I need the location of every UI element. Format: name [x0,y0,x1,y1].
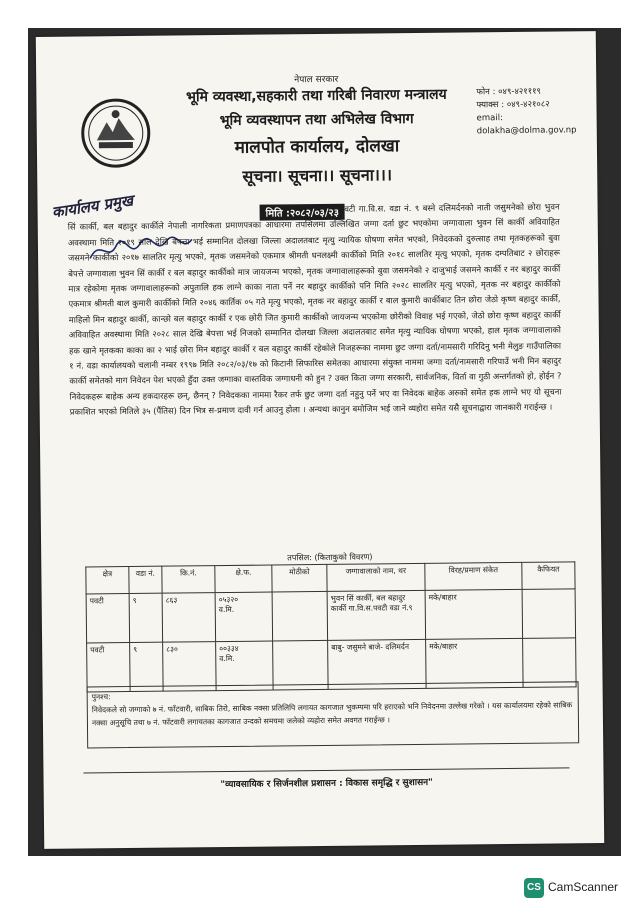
email-address: dolakha@dolma.gov.np [476,125,577,137]
table-header: जग्गावालाको नाम, थर [327,563,425,591]
area-value: ००३३४ [219,643,239,654]
table-cell [522,589,576,639]
table-cell [215,592,273,642]
notice-heading: सूचना। सूचना।। सूचना।।। [242,165,393,186]
table-cell: भुवन सिं कार्की, बल बहादुर कार्की गा.वि.स.पवटी वडा नं.९ [327,590,426,640]
ministry-title: भूमि व्यवस्था,सहकारी तथा गरिबी निवारण मन्त्रालय [186,86,447,106]
area-value: ०५३२० [218,594,239,605]
table-row [86,589,575,643]
government-label: नेपाल सरकार [294,74,339,86]
notice-body-text: पवटी गा.वि.स. वडा नं. ९ बस्ने दलिमर्दनको नाती जसुमनेको छोरा भुवन सिं कार्की, बल बहादुर कार्कीले नेपाली नागरिकता प्रमाणपत्रका आधारमा तपसिलमा उल्लिखित जग्गा दर्ता छुट भएकोमा जग्गावाला भुवन सिं कार्की अविवाहित अवस्थामा मिति २०१९ साल देखि बेपत्ता भई सम्मानित दोलखा जिल्ला अदालतबाट मृत्यु न्यायिक घोषणा समेत भएको, निवेदकको दुरुत्साह तथा मृतकहरूको बुवा जसमने कार्कीको २०१७ सालतिर मृत्यु भएको, मृतक जसमनेको एकमात्र श्रीमती धनलक्ष्मी कार्कीको मिति २०१८ सालतिर मृत्यु भएको, मृतक दम्पतिबाट २ छोराहरू बेपत्ते जग्गावाला भुवन सिं कार्की र बल बहादुर कार्कीको मात्र जायजन्म भएको, मृतक जग्गावालाहरूको बुवा जसमनेको २ दाजुभाई जसमने कार्की र नर बहादुर कार्की मात्र रहेकोमा मृतक जग्गावालाहरूको अपुतालि हक लाग्ने काका नाता पर्ने नर बहादुर कार्कीको पनि मिति २०२८ सालतिर मृत्यु भएको, मृतक नर बहादुर कार्कीको एकमात्र श्रीमती बाल कुमारी कार्कीको मिति २०४६ कार्तिक ०५ गते मृत्यु भएको, मृतक नर बहादुर कार्की र बाल कुमारी कार्कीबाट तिन छोरा जेठो कृष्ण बहादुर कार्की, माहिलो मिन बहादुर कार्की, कान्छो बल बहादुर कार्की र एक छोरी जित कुमारी कार्कीको जायजन्म भएकोमा छोरीको विवाह भई गएको, जेठो छोरा कृष्ण बहादुर कार्की अविवाहित अवस्थामा मिति २०२८ साल देखि बेपत्ता भई निजको सम्मानित दोलखा जिल्ला अदालतबाट समेत मृत्यु न्यायिक घोषणा भएको, हाल मृतक जग्गावालाको हक खाने मृतकका काका का २ भाई छोरा मिन बहादुर कार्की र बल बहादुर कार्की रहेकोले निजहरूका नाममा छुट जग्गा दर्ता/नामसारी गरिदिनु भनी मेलुङ गाउँपालिका १ नं. वडा कार्यालयको चलानी नम्बर १९९७ मिति २०८२/०३/१७ को किटानी सिफारिस समेतका आधारमा संयुक्त नाममा जग्गा दर्ता/नामसारी गरिपाउँ भनी मिन बहादुर कार्की समेतको माग निवेदन पेश भएको हुँदा उक्त जग्गाका वास्तविक जग्गाधनी को हुन ? उक्त किता जग्गा सरकारी, सार्वजनिक, विर्ता वा गुठी अन्तर्गतको हो, होईन ? निवेदकहरू बाहेक अन्य हकदारहरू छन्, छैनन् ? निवेदकका नाममा रैकर तर्फ छुट जग्गा दर्ता नहुनु पर्ने भए वा निवेदक बाहेक अरुको समेत हक लाग्ने भए यो सूचना प्रकाशित भएको मितिले ३५ (पैंतिस) दिन भित्र स-प्रमाण दावी गर्न आउनु होला । अन्यथा कानुन बमोजिम भई जाने व्यहोरा समेत यसै सूचनाद्वारा जानकारी गराईन्छ । [67,201,562,417]
table-cell: बाबु- जसुमने बाजे- दलिमर्दन [328,639,427,689]
table-header: कि.नं. [162,566,215,594]
table-cell: पवटी [87,643,131,692]
area-unit: व.मि. [218,604,235,615]
table-cell: ९ [130,642,164,691]
table-header: विरह/प्रमाण संकेत [425,562,522,590]
camscanner-watermark [524,878,618,898]
phone-number: फोन : ०४९-४२१११९ [476,86,542,98]
table-cell [216,641,274,691]
email-label: email: [476,113,504,124]
table-header: वडा नं. [129,566,162,593]
notice-body [68,199,562,420]
postscript-text: निवेदकले सो जग्गाको ७ नं. फाँटवारी, साबिक तिरो, साबिक नक्सा प्रतिलिपि लगायत कागजात भुकम्पमा परि हराएको भनि निवेदनमा उल्लेख गरेको । यस कार्यालयमा रहेको साबिक नक्सा अनुसूचि तथा ७ नं. फाँटवारी लगायतका कागजात उन्दको समयमा जलेको व्यहोरा समेत अवगत गराईन्छ । [91,700,573,728]
table-cell: ८६३ [162,593,216,643]
notice-date: मिति :२०८२/०३/२३ [260,204,345,221]
postscript-note [87,681,580,748]
table-header: क्षेत्र [86,567,129,594]
table-header: कैफियत [522,562,575,590]
land-details-table [85,561,576,692]
nepal-emblem-icon [78,96,153,171]
camscanner-label: CamScanner [548,880,619,895]
footer-slogan: "व्यावसायिक र सिर्जनशील प्रशासन : विकास समृद्धि र सुशासन" [220,777,433,791]
table-cell: ८३० [163,642,217,692]
table-cell [272,591,328,641]
fax-number: फ्याक्स : ०४९-४२१०८२ [476,99,550,111]
table-cell: ९ [129,593,163,642]
camscanner-logo-icon: CS [524,878,544,898]
office-title: मालपोत कार्यालय, दोलखा [234,136,400,158]
postscript-label: पुनश्च: [91,692,111,702]
department-title: भूमि व्यवस्थापन तथा अभिलेख विभाग [219,111,414,130]
table-cell: पवटी [86,594,130,643]
notice-document [36,31,604,849]
table-cell [523,638,577,688]
contact-block [476,85,576,138]
area-unit: व.मि. [219,653,235,664]
table-cell: मके/बाहार [426,638,524,688]
footer-divider [83,767,569,773]
office-chief-stamp: कार्यालय प्रमुख [50,191,135,222]
table-cell: मके/बाहार [425,589,523,639]
table-header: क्षे.फ. [215,565,272,593]
table-cell [273,640,329,690]
table-header: मोठीको [272,564,327,592]
details-table-title: तपसिल: (किताकुको विवरण) [287,552,373,563]
